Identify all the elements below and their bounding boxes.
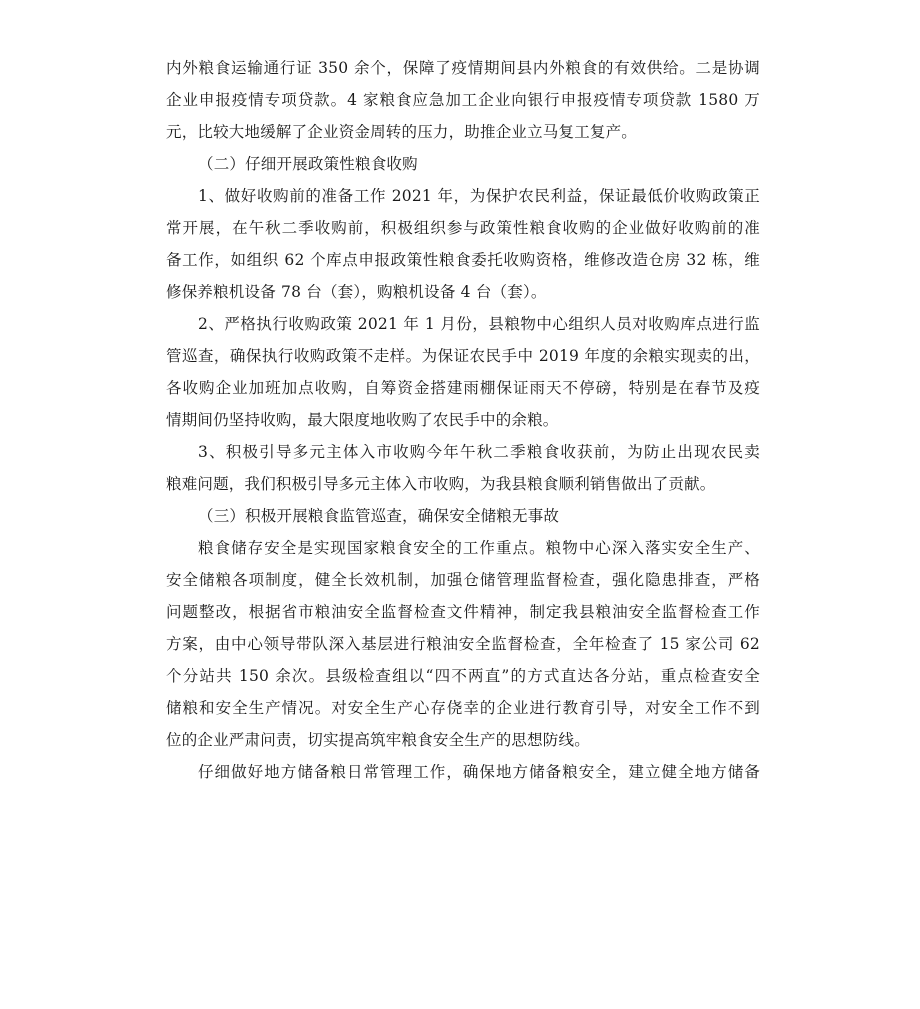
section-heading: （二）仔细开展政策性粮食收购 [198, 155, 418, 173]
body-text-line: 个分站共 150 余次。县级检查组以“四不两直”的方式直达各分站，重点检查安全 [166, 667, 760, 685]
body-text-line: 修保养粮机设备 78 台（套），购粮机设备 4 台（套）。 [166, 283, 547, 301]
body-text-line: 各收购企业加班加点收购，自筹资金搭建雨棚保证雨天不停磅，特别是在春节及疫 [166, 379, 760, 397]
body-text-line: 元，比较大地缓解了企业资金周转的压力，助推企业立马复工复产。 [166, 123, 638, 141]
body-text-line: 粮难问题，我们积极引导多元主体入市收购，为我县粮食顺利销售做出了贡献。 [166, 475, 716, 493]
body-text-line: 管巡查，确保执行收购政策不走样。为保证农民手中 2019 年度的余粮实现卖的出， [166, 347, 760, 365]
body-text-line: 仔细做好地方储备粮日常管理工作，确保地方储备粮安全，建立健全地方储备 [198, 763, 760, 781]
body-text-line: 储粮和安全生产情况。对安全生产心存侥幸的企业进行教育引导，对安全工作不到 [166, 699, 760, 717]
body-text-line: 常开展，在午秋二季收购前，积极组织参与政策性粮食收购的企业做好收购前的准 [166, 219, 760, 237]
body-text-line: 问题整改，根据省市粮油安全监督检查文件精神，制定我县粮油安全监督检查工作 [166, 603, 760, 621]
body-text-line: 安全储粮各项制度，健全长效机制，加强仓储管理监督检查，强化隐患排查，严格 [166, 571, 760, 589]
body-text-line: 内外粮食运输通行证 350 余个，保障了疫情期间县内外粮食的有效供给。二是协调 [166, 59, 760, 77]
body-text-line: 粮食储存安全是实现国家粮食安全的工作重点。粮物中心深入落实安全生产、 [198, 539, 760, 557]
body-text-line: 1、做好收购前的准备工作 2021 年，为保护农民利益，保证最低价收购政策正 [198, 187, 760, 205]
body-text-line: 备工作，如组织 62 个库点申报政策性粮食委托收购资格，维修改造仓房 32 栋，维 [166, 251, 760, 269]
section-heading: （三）积极开展粮食监管巡查，确保安全储粮无事故 [198, 507, 560, 525]
body-text-line: 情期间仍坚持收购，最大限度地收购了农民手中的余粮。 [166, 411, 559, 429]
body-text-line: 位的企业严肃问责，切实提高筑牢粮食安全生产的思想防线。 [166, 731, 590, 749]
body-text-line: 方案，由中心领导带队深入基层进行粮油安全监督检查，全年检查了 15 家公司 62 [166, 635, 760, 653]
body-text-line: 2、严格执行收购政策 2021 年 1 月份，县粮物中心组织人员对收购库点进行监 [198, 315, 760, 333]
body-text-line: 3、积极引导多元主体入市收购今年午秋二季粮食收获前，为防止出现农民卖 [198, 443, 760, 461]
body-text-line: 企业申报疫情专项贷款。4 家粮食应急加工企业向银行申报疫情专项贷款 1580 万 [166, 91, 760, 109]
